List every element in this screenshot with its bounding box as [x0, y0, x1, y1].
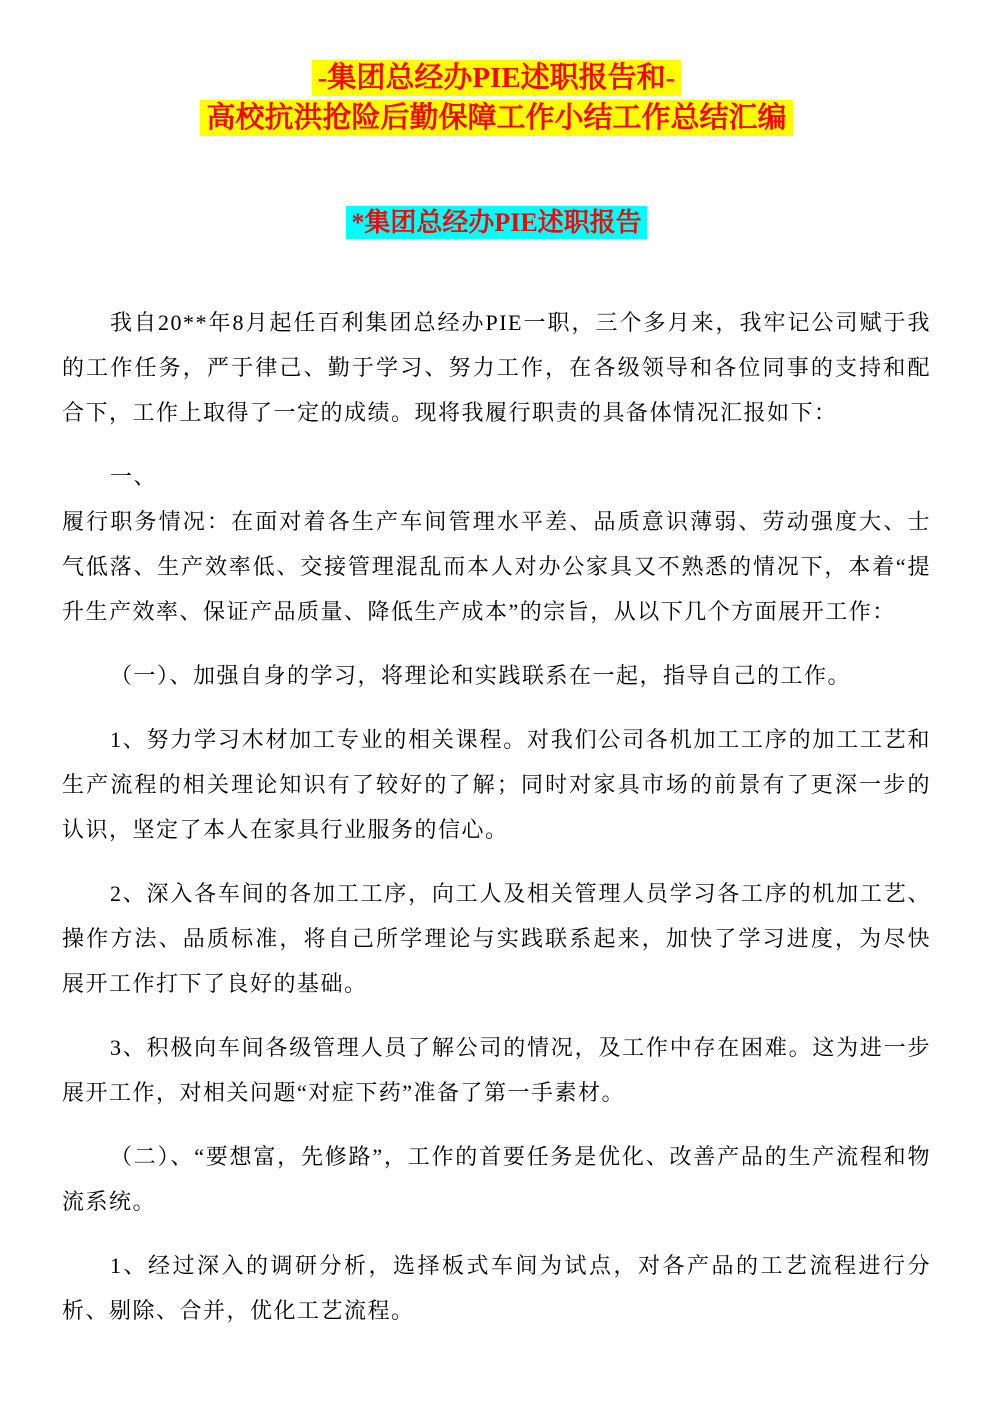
title-line-2: 高校抗洪抢险后勤保障工作小结工作总结汇编	[200, 100, 792, 136]
subtitle-text: *集团总经办PIE述职报告	[346, 206, 646, 239]
document-body	[62, 300, 931, 1333]
paragraph-section-one-body: 履行职务情况：在面对着各生产车间管理水平差、品质意识薄弱、劳动强度大、士气低落、生产效率低、交接管理混乱而本人对办公家具又不熟悉的情况下，本着“提升生产效率、保证产品质量、降低生产成本”的宗旨，从以下几个方面展开工作：	[62, 509, 931, 624]
paragraph-item-1-2: 2、深入各车间的各加工工序，向工人及相关管理人员学习各工序的机加工艺、操作方法、品质标准，将自己所学理论与实践联系起来，加快了学习进度，为尽快展开工作打下了良好的基础。	[62, 881, 931, 996]
paragraph-intro: 我自20**年8月起任百利集团总经办PIE一职，三个多月来，我牢记公司赋于我的工作任务，严于律己、勤于学习、努力工作，在各级领导和各位同事的支持和配合下，工作上取得了一定的成绩。现将我履行职责的具备体情况汇报如下：	[62, 310, 931, 425]
paragraph-subsection-1-heading: （一）、加强自身的学习，将理论和实践联系在一起，指导自己的工作。	[110, 663, 852, 688]
paragraph-item-1-1: 1、努力学习木材加工专业的相关课程。对我们公司各机加工工序的加工工艺和生产流程的相关理论知识有了较好的了解；同时对家具市场的前景有了更深一步的认识，坚定了本人在家具行业服务的信心。	[62, 727, 931, 842]
title-line-1: -集团总经办PIE述职报告和-	[312, 60, 682, 96]
paragraph-item-2-1: 1、经过深入的调研分析，选择板式车间为试点，对各产品的工艺流程进行分析、剔除、合并，优化工艺流程。	[62, 1253, 931, 1323]
document-title	[62, 58, 931, 138]
document-subtitle	[62, 204, 931, 241]
paragraph-subsection-2-heading: （二）、“要想富，先修路”，工作的首要任务是优化、改善产品的生产流程和物流系统。	[62, 1144, 931, 1214]
paragraph-section-one-number: 一、	[110, 464, 158, 489]
paragraph-item-1-3: 3、积极向车间各级管理人员了解公司的情况，及工作中存在困难。这为进一步展开工作，对相关问题“对症下药”准备了第一手素材。	[62, 1035, 931, 1105]
